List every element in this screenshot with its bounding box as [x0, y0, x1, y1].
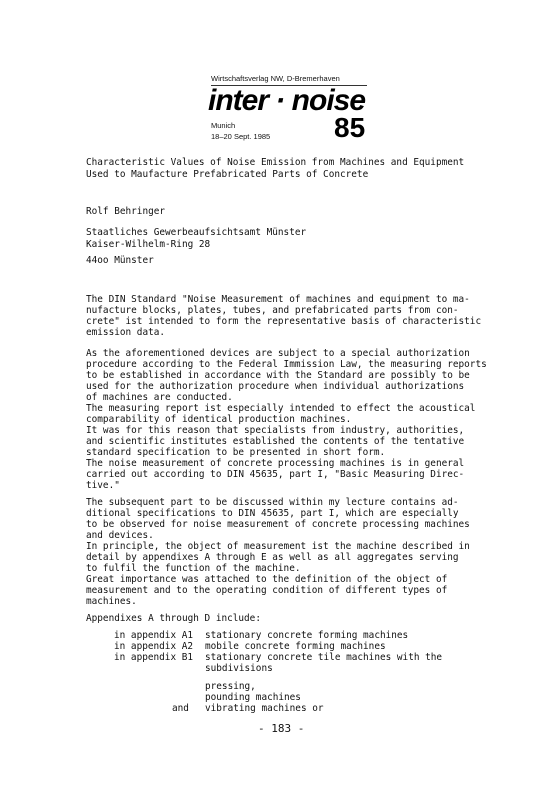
paragraph3-line: detail by appendixes A through E as well as all aggregates serving [86, 552, 459, 563]
paragraph2-line: to be established in accordance with the Standard are possibly to be [86, 370, 470, 381]
appendix-text: subdivisions [205, 663, 273, 674]
appendix-intro: Appendixes A through D include: [86, 613, 261, 624]
appendix-text: stationary concrete tile machines with the [205, 652, 443, 663]
paragraph2-line: The noise measurement of concrete processing machines is in general [86, 458, 465, 469]
subdivision-prefix: and [172, 703, 189, 714]
paragraph3-line: to fulfil the function of the machine. [86, 563, 301, 574]
paragraph3-line: to be observed for noise measurement of concrete processing machines [86, 519, 470, 530]
subdivision-item: pressing, [205, 681, 256, 692]
conference-dates: 18–20 Sept. 1985 [211, 132, 271, 141]
paragraph2-line: standard specification to be presented in short form. [86, 447, 386, 458]
subdivision-item: pounding machines [205, 692, 301, 703]
paragraph3-line: In principle, the object of measurement ist the machine described in [86, 541, 470, 552]
publisher-line: Wirtschaftsverlag NW, D-Bremerhaven [211, 74, 340, 83]
paragraph2-line: of machines are conducted. [86, 392, 233, 403]
paragraph2-line: The measuring report ist especially intended to effect the acoustical [86, 403, 476, 414]
paragraph1-line: nufacture blocks, plates, tubes, and prefabricated parts from con- [86, 305, 459, 316]
appendix-label: in appendix A2 [114, 641, 194, 652]
paragraph2-line: As the aforementioned devices are subject to a special authorization [86, 348, 470, 359]
paper-title-line-2: Used to Maufacture Prefabricated Parts of Concrete [86, 169, 369, 180]
appendix-label: in appendix A1 [114, 630, 194, 641]
paragraph2-line: comparability of identical production machines. [86, 414, 352, 425]
paragraph3-line: measurement and to the operating condition of different types of [86, 585, 448, 596]
paragraph2-line: It was for this reason that specialists from industry, authorities, [86, 425, 465, 436]
paragraph2-line: and scientific institutes established the contents of the tentative [86, 436, 465, 447]
paragraph3-line: and devices. [86, 530, 154, 541]
paragraph2-line: carried out according to DIN 45635, part I, "Basic Measuring Direc- [86, 469, 465, 480]
affiliation-line-3: 44oo Münster [86, 255, 154, 266]
inter-noise-logo: inter · noise [208, 84, 366, 117]
paragraph3-line: ditional specifications to DIN 45635, part I, which are especially [86, 508, 459, 519]
paragraph1-line: emission data. [86, 327, 166, 338]
affiliation-line-2: Kaiser-Wilhelm-Ring 28 [86, 239, 211, 250]
appendix-label: in appendix B1 [114, 652, 194, 663]
paragraph3-line: Great importance was attached to the definition of the object of [86, 574, 448, 585]
paper-title-line-1: Characteristic Values of Noise Emission from Machines and Equipment [86, 157, 465, 168]
paragraph1-line: The DIN Standard "Noise Measurement of machines and equipment to ma- [86, 294, 470, 305]
affiliation-line-1: Staatliches Gewerbeaufsichtsamt Münster [86, 227, 307, 238]
appendix-text: mobile concrete forming machines [205, 641, 386, 652]
paragraph2-line: tive." [86, 480, 120, 491]
subdivision-item: vibrating machines or [205, 703, 324, 714]
conference-header [208, 70, 388, 150]
paragraph3-line: machines. [86, 596, 137, 607]
author-name: Rolf Behringer [86, 206, 166, 217]
paragraph1-line: crete" ist intended to form the representative basis of characteristic [86, 316, 482, 327]
conference-year: 85 [334, 112, 366, 143]
paragraph2-line: used for the authorization procedure when individual authorizations [86, 381, 465, 392]
appendix-text: stationary concrete forming machines [205, 630, 409, 641]
paragraph3-line: The subsequent part to be discussed within my lecture contains ad- [86, 497, 459, 508]
conference-city: Munich [211, 121, 236, 130]
paragraph2-line: procedure according to the Federal Immission Law, the measuring reports [86, 359, 487, 370]
page-number: - 183 - [258, 722, 305, 735]
